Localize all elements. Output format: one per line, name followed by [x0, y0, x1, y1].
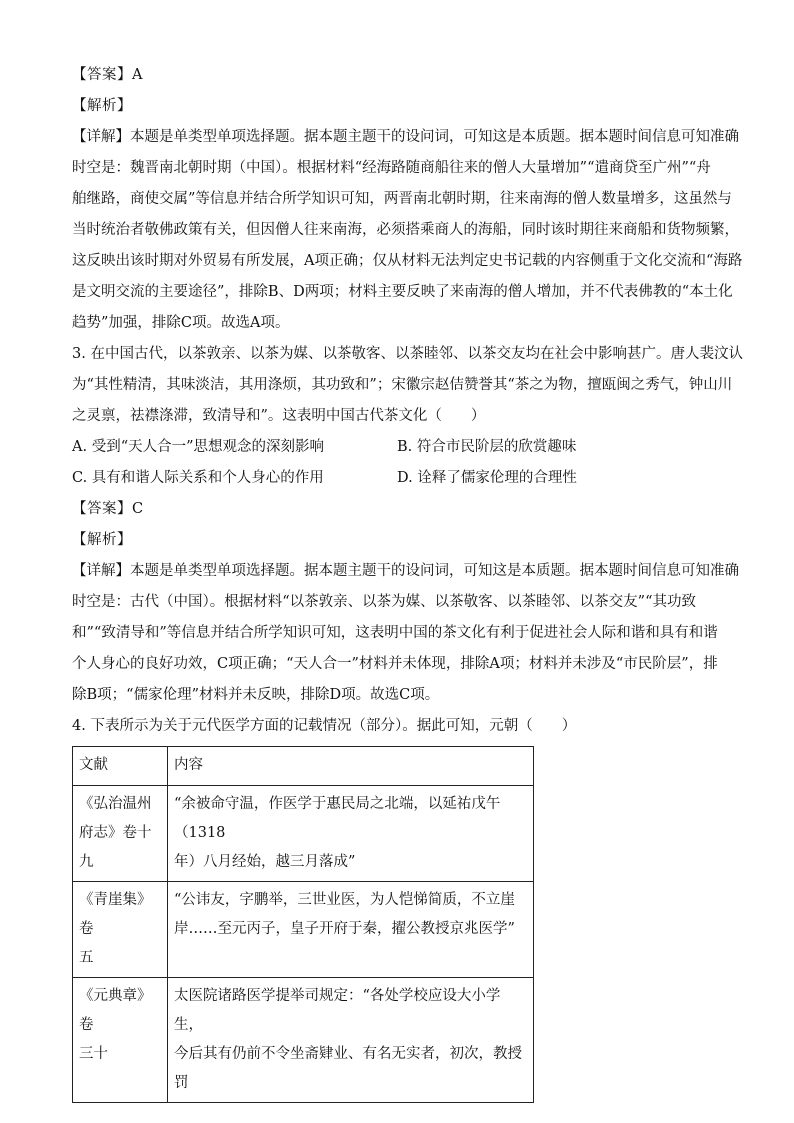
q2-analysis-label: 【解析】 — [72, 98, 132, 114]
q2-detail-line: 时空是：魏晋南北朝时期（中国）。根据材料“经海路随商船往来的僧人大量增加”“遣商贷至广州”“舟 — [72, 160, 711, 176]
q2-detail-line: 是文明交流的主要途径”，排除B、D两项；材料主要反映了来南海的僧人增加，并不代表佛教的“本土化 — [72, 284, 733, 300]
table-cell-source — [73, 978, 168, 1103]
cell-line: 《弘治温州 — [79, 796, 152, 812]
q2-detail-line: 舶继路，商使交属”等信息并结合所学知识可知，两晋南北朝时期，往来南海的僧人数量增多，这虽然与 — [72, 191, 732, 207]
q3-stem — [72, 339, 743, 432]
table-cell-source — [73, 882, 168, 978]
table-cell-content — [168, 978, 534, 1103]
q3-analysis-label: 【解析】 — [72, 532, 132, 548]
q3-stem-line: 3. 在中国古代，以茶敦亲、以茶为媒、以茶敬客、以茶睦邻、以茶交友均在社会中影响甚广。唐人裴汶认 — [72, 346, 743, 362]
q3-answer: 【答案】C — [72, 501, 144, 517]
table-row — [73, 882, 534, 978]
q3-option-b: B. 符合市民阶层的欣赏趣味 — [397, 439, 577, 455]
table-row — [73, 978, 534, 1103]
q3-detail-line: 除B项；“儒家伦理”材料并未反映，排除D项。故选C项。 — [72, 687, 440, 703]
cell-line: 《元典章》卷 — [79, 988, 152, 1033]
q2-detail — [72, 122, 743, 339]
q3-detail — [72, 556, 739, 711]
document-page — [72, 60, 743, 1103]
cell-line: 今后其有仍前不令坐斋肄业、有名无实者，初次，教授罚 — [174, 1046, 522, 1091]
table-cell-source — [73, 786, 168, 882]
q2-detail-line: 趋势”加强，排除C项。故选A项。 — [72, 315, 290, 331]
cell-line: 府志》卷十九 — [79, 825, 152, 870]
q3-stem-line: 为“其性精清，其味淡洁，其用涤烦，其功致和”；宋徽宗赵佶赞誉其“茶之为物，擅瓯闽之秀气，钟山川 — [72, 377, 733, 393]
table-header-content: 内容 — [168, 747, 534, 786]
q2-answer: 【答案】A — [72, 67, 143, 83]
cell-line: 五 — [79, 950, 94, 966]
q3-detail-line: 【详解】本题是单类型单项选择题。据本题主题干的设问词，可知这是本质题。据本题时间信息可知准确 — [72, 563, 739, 579]
cell-line: 年）八月经始，越三月落成” — [174, 854, 356, 870]
cell-line: 三十 — [79, 1046, 108, 1062]
q2-detail-line: 这反映出该时期对外贸易有所发展，A项正确；仅从材料无法判定史书记载的内容侧重于文化交流和“海路 — [72, 253, 743, 269]
table-header-source: 文献 — [73, 747, 168, 786]
cell-line: “余被命守温，作医学于惠民局之北端，以延祐戊午（1318 — [174, 796, 501, 841]
q3-stem-line: 之灵禀，祛襟涤滞，致清导和”。这表明中国古代茶文化（ ） — [72, 408, 486, 424]
table-cell-content — [168, 882, 534, 978]
q3-options — [72, 432, 732, 494]
table-row — [73, 786, 534, 882]
q3-option-d: D. 诠释了儒家伦理的合理性 — [397, 470, 577, 486]
q3-option-c: C. 具有和谐人际关系和个人身心的作用 — [72, 470, 324, 486]
q3-option-a: A. 受到“天人合一”思想观念的深刻影响 — [72, 439, 325, 455]
q2-detail-line: 【详解】本题是单类型单项选择题。据本题主题干的设问词，可知这是本质题。据本题时间信息可知准确 — [72, 129, 739, 145]
q4-stem: 4. 下表所示为关于元代医学方面的记载情况（部分）。据此可知，元朝（ ） — [72, 718, 577, 734]
q2-detail-line: 当时统治者敬佛政策有关，但因僧人往来南海，必须搭乘商人的海船，同时该时期往来商船和货物频繁， — [72, 222, 739, 238]
table-cell-content — [168, 786, 534, 882]
q4-table — [72, 746, 534, 1103]
cell-line: 《青崖集》卷 — [79, 892, 152, 937]
q3-detail-line: 和”“致清导和”等信息并结合所学知识可知，这表明中国的茶文化有利于促进社会人际和谐和具有和谐 — [72, 625, 718, 641]
table-header-row — [73, 747, 534, 786]
cell-line: 岸……至元丙子，皇子开府于秦，擢公教授京兆医学” — [174, 921, 515, 937]
q3-detail-line: 个人身心的良好功效，C项正确；“天人合一”材料并未体现，排除A项；材料并未涉及“市民阶层”，排 — [72, 656, 718, 672]
cell-line: “公讳友，字鹏举，三世业医，为人恺悌简质，不立崖 — [174, 892, 515, 908]
q3-detail-line: 时空是：古代（中国）。根据材料“以茶敦亲、以茶为媒、以茶敬客、以茶睦邻、以茶交友”“其功致 — [72, 594, 696, 610]
cell-line: 太医院诸路医学提举司规定：“各处学校应设大小学生， — [174, 988, 501, 1033]
